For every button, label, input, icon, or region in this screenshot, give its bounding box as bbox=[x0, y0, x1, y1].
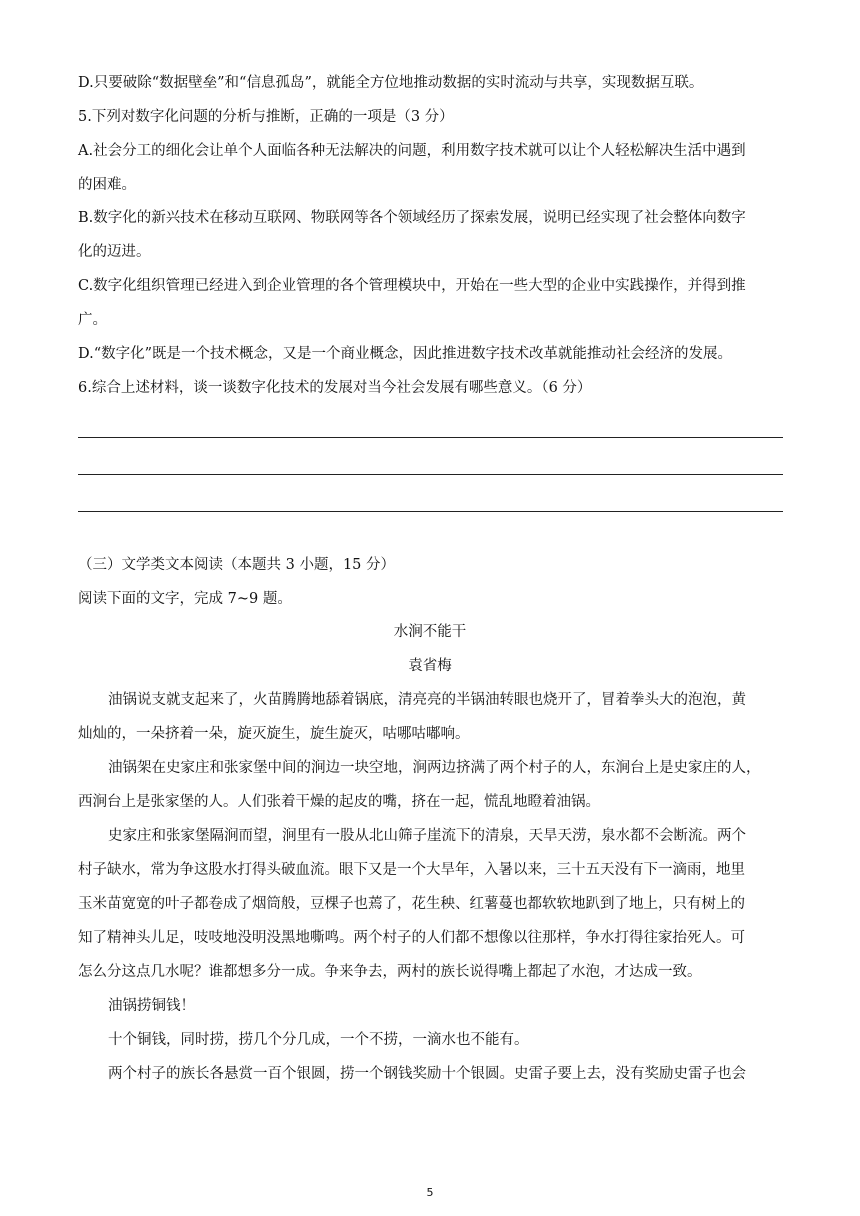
q4-option-d: D.只要破除“数据壁垒”和“信息孤岛”，就能全方位地推动数据的实时流动与共享，实现数据互联。 bbox=[78, 75, 704, 91]
story-title: 水涧不能干 bbox=[393, 624, 467, 640]
q5-option-a-line2: 的困难。 bbox=[78, 177, 136, 193]
page-number: 5 bbox=[426, 1186, 434, 1199]
story-line: 玉米苗宽宽的叶子都卷成了烟筒般，豆棵子也蔫了，花生秧、红薯蔓也都软软地趴到了地上，只有树上的 bbox=[78, 896, 745, 912]
story-line: 油锅捞铜钱！ bbox=[108, 998, 195, 1014]
answer-line-1 bbox=[78, 437, 783, 438]
section-heading: （三）文学类文本阅读（本题共 3 小题，15 分） bbox=[78, 557, 396, 573]
reading-instruction: 阅读下面的文字，完成 7~9 题。 bbox=[78, 591, 292, 607]
story-line: 怎么分这点几水呢？谁都想多分一成。争来争去，两村的族长说得嘴上都起了水泡，才达成一致。 bbox=[78, 964, 702, 980]
story-author: 袁省梅 bbox=[408, 658, 452, 674]
q6-stem: 6.综合上述材料，谈一谈数字化技术的发展对当今社会发展有哪些意义。（6 分） bbox=[78, 380, 592, 396]
q5-option-d: D.“数字化”既是一个技术概念，又是一个商业概念，因此推进数字技术改革就能推动社会经济的发展。 bbox=[78, 346, 733, 362]
story-line: 知了精神头儿足，吱吱地没明没黑地嘶鸣。两个村子的人们都不想像以往那样，争水打得往家抬死人。可 bbox=[78, 930, 745, 946]
answer-line-2 bbox=[78, 474, 783, 475]
story-line: 史家庄和张家堡隔涧而望，涧里有一股从北山筛子崖流下的清泉，天旱天涝，泉水都不会断流。两个 bbox=[108, 828, 746, 844]
q5-option-c-line1: C.数字化组织管理已经进入到企业管理的各个管理模块中，开始在一些大型的企业中实践操作，并得到推 bbox=[78, 278, 746, 294]
story-line: 西涧台上是张家堡的人。人们张着干燥的起皮的嘴，挤在一起，慌乱地瞪着油锅。 bbox=[78, 794, 600, 810]
q5-option-b-line2: 化的迈进。 bbox=[78, 244, 151, 260]
q5-option-b-line1: B.数字化的新兴技术在移动互联网、物联网等各个领域经历了探索发展，说明已经实现了社会整体向数字 bbox=[78, 210, 746, 226]
story-line: 灿灿的，一朵挤着一朵，旋灭旋生，旋生旋灭，咕哪咕嘟响。 bbox=[78, 726, 470, 742]
story-line: 村子缺水，常为争这股水打得头破血流。眼下又是一个大旱年，入暑以来，三十五天没有下一滴雨，地里 bbox=[78, 862, 745, 878]
story-line: 两个村子的族长各悬赏一百个银圆，捞一个钢钱奖励十个银圆。史雷子要上去，没有奖励史雷子也会 bbox=[108, 1066, 746, 1082]
answer-line-3 bbox=[78, 511, 783, 512]
story-line: 十个铜钱，同时捞，捞几个分几成，一个不捞，一滴水也不能有。 bbox=[108, 1032, 529, 1048]
story-line: 油锅架在史家庄和张家堡中间的涧边一块空地，涧两边挤满了两个村子的人，东涧台上是史家庄的人， bbox=[108, 760, 761, 776]
story-line: 油锅说支就支起来了，火苗腾腾地舔着锅底，清亮亮的半锅油转眼也烧开了，冒着拳头大的泡泡，黄 bbox=[108, 692, 746, 708]
q5-option-c-line2: 广。 bbox=[78, 312, 107, 328]
q5-option-a-line1: A.社会分工的细化会让单个人面临各种无法解决的问题，利用数字技术就可以让个人轻松解决生活中遇到 bbox=[78, 143, 746, 159]
q5-stem: 5.下列对数字化问题的分析与推断，正确的一项是（3 分） bbox=[78, 109, 454, 125]
